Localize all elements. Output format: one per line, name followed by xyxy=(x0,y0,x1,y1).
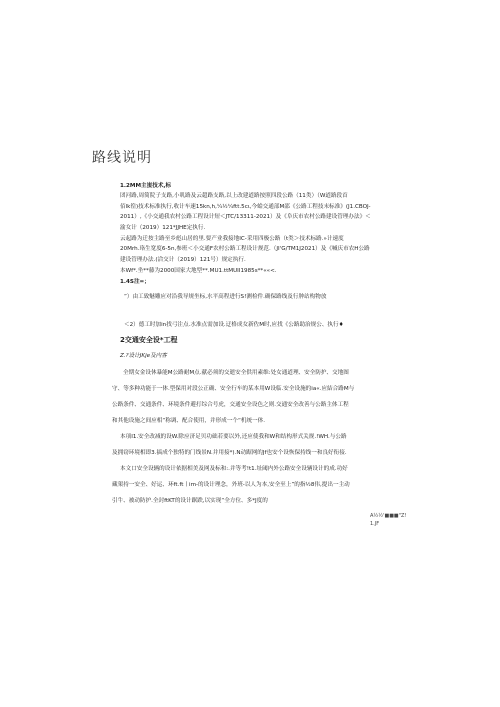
section-heading: 1.2MM主蚩技术,标 xyxy=(120,183,172,189)
body-line: 本Wf*.坐**藤为2000国家大地型**.MU1.ttMUII1985s**««<. xyxy=(120,268,277,274)
body-line: 2011）,《小交通我农村公路工程设计短＜JTC/13311-2021）及《阜庆市农村公路建设管理办法》＜ xyxy=(120,214,371,220)
body-line: 20Mrh.珞生宽度6-5n,参班＜小交通F农村公路工程设计规范.（JI'G/TM1J2021）及《喊庆市农H公路 xyxy=(120,246,370,252)
page-number: A½½'■■■"Z! 1.JF xyxy=(370,513,407,527)
body-line: ＜2）德工时加in找弓注点.水准点需加设.迂格成女新佐M时,应找《公路助治规公、执行♦ xyxy=(124,322,344,328)
body-line: 佰lk徨)技术标准执行,收计车速15kn,h,¼½¼ftt.5cι,今蛤交通部M邵《公路工程技末标准》(J1.CBOJ- xyxy=(120,204,371,210)
body-line: 及拥窃环境相即3.搞成个独特的门线景N.并用接*).N动踞网的Jf也安个设恢保持线一和良好衔接. xyxy=(112,450,347,456)
document-title: 路线说明 xyxy=(92,150,152,166)
body-line: 团河路,周简院子支路,小叽路及云超路支路,以上改建道路按照四段公路（11类）（W道路段首 xyxy=(120,193,348,199)
body-line: 渝女计（2019）121*JJHE定执行. xyxy=(120,225,206,231)
body-line: 和其他设施之间应相“称调、配合使用，并形成一个“机统一体. xyxy=(112,418,266,424)
body-line: 本文口安全设辆的设计依据相美及网及标和:.并等考!t1.址阈内外公路安全设辆设计的成.功好 xyxy=(120,466,348,472)
body-line: 公路条件、交通条件、环境条件避打综合号虎，交通安全设色之则.交通安全改善与公路主体工程 xyxy=(112,402,349,408)
body-line: 藏架持一安全、好运、环ft.ft丨im-的设计理念，外班-以人为本,安全至上”的指½8伟,提出一主动 xyxy=(112,482,350,488)
body-line: 守、等多种功能于一体.型保用对段公正确、安全行车的某本用W设临.安全设施的ia«.应結合路M与 xyxy=(112,386,355,392)
subsection-heading: Z.?设计JKje及内客 xyxy=(120,353,167,359)
body-line: 全期女金设休暴能M公路耐M点.献必须的交逝安全供用素维:处女通道理、安全防护、交地图 xyxy=(123,370,349,376)
body-line: 云起路为迁按主路至乡彪山居的里.要产业我接地IC-采用四极公路（t类＞技术标路.»计速度 xyxy=(120,236,344,242)
body-line: 建设管理办法.(洽交计（2019）121号）规定执行. xyxy=(120,257,246,263)
section-heading: 2交通安全设*工程 xyxy=(120,336,178,344)
body-line: 本项I1.安全改减的设W.除应济足贝功础若要以外,还应使我和W和结构形式关规.!WH.与公路 xyxy=(120,434,347,440)
body-line: 引牛、被动防护.全封ftKT的设计踞跌,以实现“全方位、多*J度的 xyxy=(112,498,268,504)
body-line: ”）由工致魅雕应对沿我导规坐标,水平高程进行S!测检件.确保路线及行肿站构物放 xyxy=(124,294,327,300)
section-heading: 1.4S注=； xyxy=(120,279,150,285)
